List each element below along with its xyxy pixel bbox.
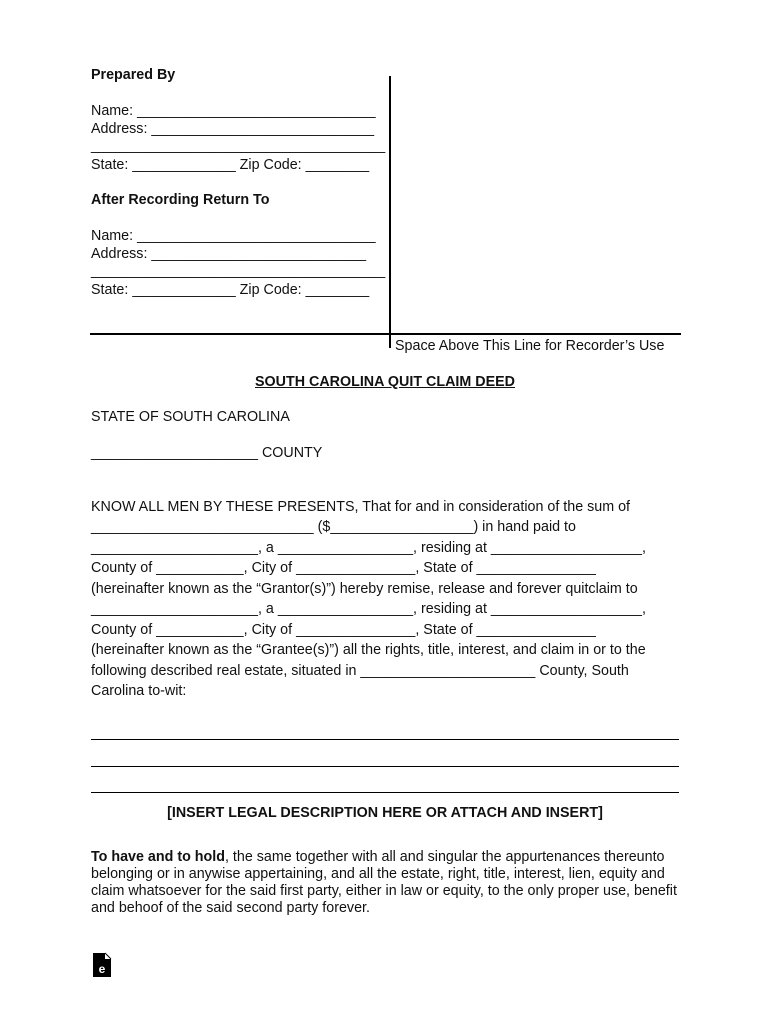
body-line: _____________________, a _________________, residing at ___________________,: [91, 601, 646, 617]
habendum-lead: To have and to hold: [91, 849, 225, 865]
prepared-state-zip-field: State: _____________ Zip Code: ________: [91, 157, 370, 173]
return-address-field: Address: ___________________________: [91, 246, 367, 262]
legal-description-line: [91, 766, 679, 767]
return-name-field: Name: ______________________________: [91, 228, 376, 244]
body-line: _____________________, a _________________, residing at ___________________,: [91, 540, 646, 556]
recorder-note: Space Above This Line for Recorder’s Use: [395, 338, 665, 354]
document-title: SOUTH CAROLINA QUIT CLAIM DEED: [255, 374, 515, 390]
habendum-text: , the same together with all and singular the appurtenances thereunto belonging or in anywise appertaining, and all the estate, right, title, interest, lien, equity and claim whatsoever for the said first party, either in law or equity, to the only proper use, benefit and behoof of the said second party forever.: [91, 849, 677, 916]
return-address-line: _____________________________________: [91, 263, 386, 279]
body-line: ____________________________ ($__________________) in hand paid to: [91, 519, 576, 535]
body-line: (hereinafter known as the “Grantor(s)”) hereby remise, release and forever quitclaim to: [91, 581, 638, 597]
prepared-address-line: _____________________________________: [91, 138, 386, 154]
body-line: County of ___________, City of _______________, State of _______________: [91, 622, 596, 638]
return-state-zip-field: State: _____________ Zip Code: ________: [91, 282, 370, 298]
recorder-horizontal-divider: [90, 333, 681, 335]
legal-description-placeholder: [INSERT LEGAL DESCRIPTION HERE OR ATTACH AND INSERT]: [167, 805, 603, 821]
county-line: _____________________ COUNTY: [91, 445, 323, 461]
body-line: County of ___________, City of _______________, State of _______________: [91, 560, 596, 576]
eforms-logo-icon: [91, 952, 113, 978]
body-line: Carolina to-wit:: [91, 683, 187, 699]
eforms-logo-letter: e: [98, 962, 106, 976]
prepared-name-field: Name: ______________________________: [91, 103, 376, 119]
legal-description-line: [91, 739, 679, 740]
recorder-vertical-divider: [389, 76, 391, 348]
habendum-paragraph: [91, 849, 681, 917]
prepared-address-field: Address: ____________________________: [91, 121, 375, 137]
legal-description-line: [91, 792, 679, 793]
body-line: (hereinafter known as the “Grantee(s)”) all the rights, title, interest, and claim in or to the: [91, 642, 646, 658]
body-line: following described real estate, situated in ______________________ County, South: [91, 663, 629, 679]
state-line: STATE OF SOUTH CAROLINA: [91, 409, 290, 425]
prepared-by-heading: Prepared By: [91, 67, 176, 83]
body-line: KNOW ALL MEN BY THESE PRESENTS, That for and in consideration of the sum of: [91, 499, 631, 515]
return-to-heading: After Recording Return To: [91, 192, 270, 208]
